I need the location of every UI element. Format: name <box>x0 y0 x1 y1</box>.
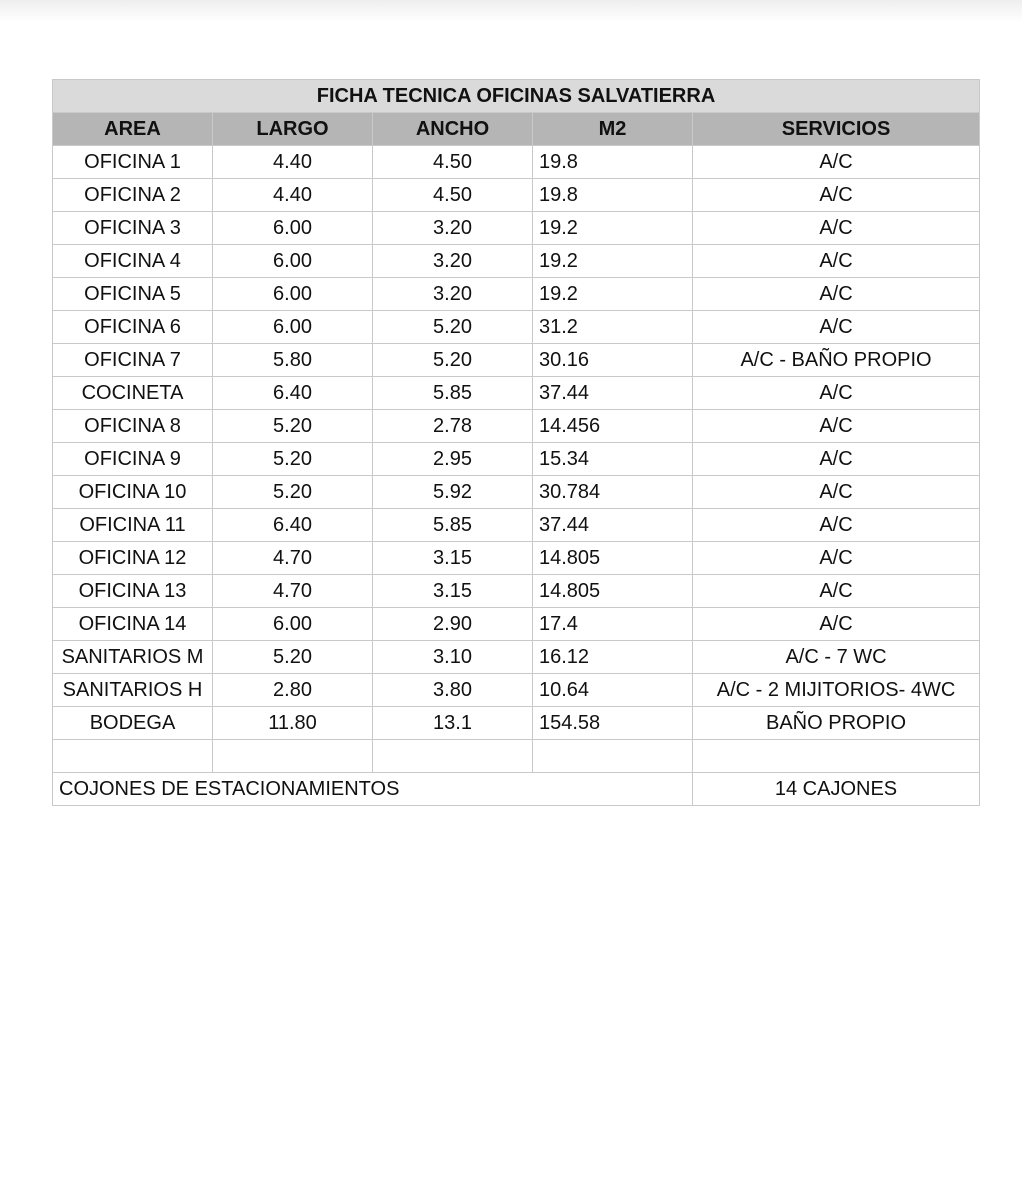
cell-largo: 6.00 <box>213 245 373 278</box>
table-row <box>53 674 980 707</box>
cell-servicios: A/C <box>693 542 980 575</box>
cell-ancho: 2.78 <box>373 410 533 443</box>
cell-largo: 2.80 <box>213 674 373 707</box>
cell-largo: 6.00 <box>213 311 373 344</box>
cell-ancho: 5.20 <box>373 344 533 377</box>
spec-table <box>52 79 980 806</box>
cell-servicios: A/C - BAÑO PROPIO <box>693 344 980 377</box>
cell-m2: 14.456 <box>533 410 693 443</box>
cell-ancho: 5.20 <box>373 311 533 344</box>
cell-servicios: A/C <box>693 311 980 344</box>
empty-cell <box>213 740 373 773</box>
cell-servicios: A/C <box>693 278 980 311</box>
cell-largo: 6.40 <box>213 377 373 410</box>
empty-row <box>53 740 980 773</box>
cell-largo: 4.70 <box>213 542 373 575</box>
cell-area: OFICINA 11 <box>53 509 213 542</box>
cell-area: OFICINA 10 <box>53 476 213 509</box>
header-servicios: SERVICIOS <box>693 113 980 146</box>
cell-largo: 4.40 <box>213 146 373 179</box>
title-row <box>53 80 980 113</box>
cell-m2: 30.784 <box>533 476 693 509</box>
cell-servicios: A/C <box>693 245 980 278</box>
cell-largo: 5.20 <box>213 443 373 476</box>
table-row <box>53 707 980 740</box>
table-row <box>53 146 980 179</box>
empty-cell <box>533 740 693 773</box>
cell-area: BODEGA <box>53 707 213 740</box>
header-ancho: ANCHO <box>373 113 533 146</box>
table-row <box>53 278 980 311</box>
cell-servicios: A/C <box>693 179 980 212</box>
cell-servicios: A/C - 2 MIJITORIOS- 4WC <box>693 674 980 707</box>
cell-m2: 16.12 <box>533 641 693 674</box>
cell-m2: 19.2 <box>533 278 693 311</box>
cell-m2: 30.16 <box>533 344 693 377</box>
table-row <box>53 245 980 278</box>
table-row <box>53 344 980 377</box>
cell-ancho: 5.92 <box>373 476 533 509</box>
cell-ancho: 4.50 <box>373 179 533 212</box>
cell-largo: 6.00 <box>213 278 373 311</box>
cell-area: COCINETA <box>53 377 213 410</box>
cell-largo: 5.20 <box>213 476 373 509</box>
cell-m2: 10.64 <box>533 674 693 707</box>
cell-servicios: A/C <box>693 608 980 641</box>
cell-servicios: A/C <box>693 509 980 542</box>
cell-largo: 5.20 <box>213 410 373 443</box>
parking-value: 14 CAJONES <box>693 773 980 806</box>
cell-ancho: 3.20 <box>373 212 533 245</box>
top-shade <box>0 0 1022 22</box>
cell-ancho: 3.20 <box>373 278 533 311</box>
cell-m2: 14.805 <box>533 575 693 608</box>
cell-ancho: 2.90 <box>373 608 533 641</box>
cell-ancho: 2.95 <box>373 443 533 476</box>
cell-area: OFICINA 6 <box>53 311 213 344</box>
cell-ancho: 4.50 <box>373 146 533 179</box>
cell-servicios: A/C <box>693 410 980 443</box>
cell-m2: 154.58 <box>533 707 693 740</box>
cell-area: OFICINA 3 <box>53 212 213 245</box>
cell-area: SANITARIOS H <box>53 674 213 707</box>
cell-m2: 14.805 <box>533 542 693 575</box>
cell-servicios: A/C <box>693 377 980 410</box>
cell-m2: 37.44 <box>533 377 693 410</box>
cell-ancho: 5.85 <box>373 377 533 410</box>
cell-largo: 6.00 <box>213 608 373 641</box>
cell-servicios: A/C <box>693 476 980 509</box>
table-row <box>53 377 980 410</box>
header-m2: M2 <box>533 113 693 146</box>
cell-ancho: 3.20 <box>373 245 533 278</box>
header-area: AREA <box>53 113 213 146</box>
cell-servicios: A/C <box>693 443 980 476</box>
table-row <box>53 509 980 542</box>
cell-ancho: 3.10 <box>373 641 533 674</box>
cell-servicios: A/C <box>693 146 980 179</box>
table-row <box>53 476 980 509</box>
table-row <box>53 410 980 443</box>
cell-m2: 15.34 <box>533 443 693 476</box>
cell-largo: 6.40 <box>213 509 373 542</box>
cell-area: OFICINA 8 <box>53 410 213 443</box>
cell-m2: 37.44 <box>533 509 693 542</box>
cell-largo: 4.40 <box>213 179 373 212</box>
cell-largo: 6.00 <box>213 212 373 245</box>
parking-row <box>53 773 980 806</box>
table-row <box>53 212 980 245</box>
cell-m2: 19.8 <box>533 146 693 179</box>
cell-area: OFICINA 12 <box>53 542 213 575</box>
cell-m2: 19.2 <box>533 212 693 245</box>
cell-servicios: A/C - 7 WC <box>693 641 980 674</box>
table-title: FICHA TECNICA OFICINAS SALVATIERRA <box>53 80 980 113</box>
cell-servicios: A/C <box>693 212 980 245</box>
cell-servicios: BAÑO PROPIO <box>693 707 980 740</box>
empty-cell <box>53 740 213 773</box>
cell-area: OFICINA 5 <box>53 278 213 311</box>
table-row <box>53 608 980 641</box>
cell-ancho: 3.80 <box>373 674 533 707</box>
table-row <box>53 443 980 476</box>
cell-m2: 19.8 <box>533 179 693 212</box>
cell-ancho: 13.1 <box>373 707 533 740</box>
cell-largo: 5.80 <box>213 344 373 377</box>
cell-largo: 4.70 <box>213 575 373 608</box>
cell-area: OFICINA 1 <box>53 146 213 179</box>
table-row <box>53 641 980 674</box>
cell-largo: 11.80 <box>213 707 373 740</box>
table-body <box>53 146 980 740</box>
cell-area: OFICINA 9 <box>53 443 213 476</box>
cell-m2: 17.4 <box>533 608 693 641</box>
empty-cell <box>373 740 533 773</box>
cell-ancho: 3.15 <box>373 542 533 575</box>
table-row <box>53 179 980 212</box>
cell-m2: 19.2 <box>533 245 693 278</box>
cell-area: OFICINA 13 <box>53 575 213 608</box>
cell-ancho: 3.15 <box>373 575 533 608</box>
header-row <box>53 113 980 146</box>
cell-area: OFICINA 4 <box>53 245 213 278</box>
table-row <box>53 542 980 575</box>
cell-area: OFICINA 7 <box>53 344 213 377</box>
cell-largo: 5.20 <box>213 641 373 674</box>
table-row <box>53 311 980 344</box>
cell-area: OFICINA 2 <box>53 179 213 212</box>
cell-servicios: A/C <box>693 575 980 608</box>
empty-cell <box>693 740 980 773</box>
cell-area: SANITARIOS M <box>53 641 213 674</box>
cell-ancho: 5.85 <box>373 509 533 542</box>
table-row <box>53 575 980 608</box>
header-largo: LARGO <box>213 113 373 146</box>
cell-m2: 31.2 <box>533 311 693 344</box>
parking-label: COJONES DE ESTACIONAMIENTOS <box>53 773 693 806</box>
cell-area: OFICINA 14 <box>53 608 213 641</box>
